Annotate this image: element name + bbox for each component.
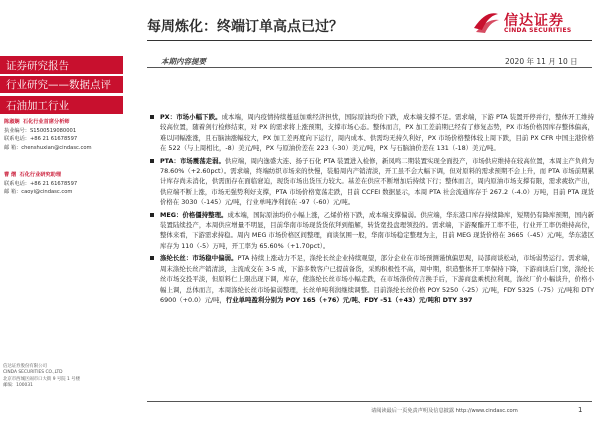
bullet-icon [150,213,154,217]
paragraph-heading: MEG：价格僵持整理。 [160,210,228,219]
analyst-email[interactable]: 邮 箱：caoyi@cindasc.com [4,189,73,196]
bullet-icon [150,256,154,260]
paragraph-text: 成本端，周内疫情持续蔓延加重经济担忧，国际原油均价下跌，成本端支撑不足。需求端，下游 PTA 装置开停并行，整体开工维持较高位置，随着剑行检修结束，对 PX 的需求将上涨预期，支撑市场心态。整体而言，PX 加工差前期已经有了修复态势，PX 市场价格因库存整体偏高，难以同幅涨涨，且石脑油涨幅较大，PX 加工差再度向下运行，周内成本、供需均无持久利好，PX 市场价格整体较上周下跌，目前 PX CFR 中国主港价格在 522（与上周相比，-8）美元/吨，PX 与原油价差在 223（-30）美元/吨，PX 与石脑油价差在 131（-18）美元/吨。 [160,113,594,153]
sidebar-industry: 石油加工行业 [0,96,123,114]
paragraph-heading: PX：市场小幅下跌。 [160,113,222,121]
company-address: 北京市西城区闹市口大街 9 号院 1 号楼 [3,376,81,382]
company-name-en: CINDA SECURITIES CO.,LTD [3,370,63,376]
company-postcode: 邮编：100031 [3,383,33,389]
paragraph-heading: 涤纶长丝：市场稳中偏弱。 [160,254,238,263]
report-title: 每周炼化：终端订单高点已过？ [147,19,343,35]
header-divider [147,40,592,41]
disclaimer-link[interactable]: 请阅读最后一页免责声明及信息披露 http://www.cindasc.com [371,408,518,414]
analyst-name: 曹 熠 [4,172,17,178]
subheader-divider [147,67,592,68]
paragraph-text: PTA 持续上涨动力不足，涤纶长丝企业持续观望，部分企业在市场预测谨慎偏思观，局部商谈松动，市场弱势运行。需求端，周末涤纶长丝产销清淡，主流成交在 3-5 成，下游多数客户已提前备货，采购积极性不高，周中期，织造整体开工率保持下降，下游商谈后门窦，涤纶长丝市场交投平淡，但原料仁上限出现下调，库存，使涤纶长丝市场小幅走跌，在市场涤价传言换手后，下游商盘乘机拉利观，涤丝厂价小幅谈升，价格小幅上调，总体而言，本周涤纶长丝市场偏弱整理，长丝单吨利润继续调整。目前涤纶长丝价格 POY 5250（-25）元/吨，FDY 5325（-75）元/吨和 DTY 6900（+0.0）元/吨， [160,254,594,304]
analyst-card-2 [4,171,77,197]
paragraph-highlight: 行业单吨盈利分别为 POY 165（+76）元/吨、FDY -51（+43）元/吨和 DTY 397 [225,295,473,304]
sidebar-research-type: 行业研究——数据点评 [0,76,123,93]
analyst-card-1 [4,118,92,152]
logo-chinese-text: 信达证券 [504,13,564,29]
bullet-icon [150,115,154,119]
paragraph-text: 供应端，周内逸盛大连、扬子石化 PTA 装置进入检修，新凤鸣二期装置实现全面投产，市场供应维持在较高位置，本周主产负荷为 78.60%（+2.60pct）。需求端，终端纺织市场来的快慢，装船周内产销清淡，开工虽不会大幅下调，但对原料的需求预期不会上升，而 PTA 市场前期累计库存尚未消化，供需面存在面临窘迫，现货市场出货压力较大。基差在供应不断增加后持续下行；整体而言，周内原油市场支撑有限，需求疲软产出，供应端不断上涨，市场无强势利好支撑，PTA 市场价格宽荡走跌，目前 CCFEI 数据显示，本周 PTA 社会流通库存于 267.2（-4.0）万吨，目前 PTA 现货价格在 3030（-145）元/吨，行业单吨净利润在 -97（-60）元/吨。 [160,156,594,207]
cinda-logo [472,8,590,38]
company-name-cn: 信达证券股份有限公司 [3,364,47,369]
paragraph-text: 成本端，国际原油均价小幅上涨，乙烯价格下跌，成本端支撑偏弱。供应端，华东港口库存持续降库，短期仍有降库预期，国内新装置陆续投产，本周供应增量不明显，目前华南市场现货货依拜到船解，转货宽投盘理领投的。需求端，下游聚酯开工率不佳，行业开工率仍维持高位，整体来看，下游需求持稳。周内 MEG 市场价格区间整理，商谈氛围一般，华南市场稳定整理为主，目前 MEG 现货价格在 3665（-45）元/吨，华东港区库存为 110（-5）万吨，开工率为 65.60%（+1.70pct）。 [160,210,594,250]
cinda-logo-icon [472,8,500,34]
page-number: 1 [578,406,583,414]
analyst-title: 石化行业首席分析师 [22,119,70,125]
footer-divider [147,401,592,402]
company-info [3,364,80,390]
analyst-email[interactable]: 邮 箱：chenshuxian@cindasc.com [4,144,92,151]
analyst-cert: 执业编号：S1500519080001 [4,127,77,134]
report-date: 2020 年 11 月 10 日 [505,57,578,66]
sidebar-report-type: 证券研究报告 [0,56,123,74]
analyst-phone: 联系电话：+86 21 61678597 [4,136,78,143]
logo-english-text: CINDA SECURITIES [504,27,572,34]
paragraph-pta [148,156,594,208]
analyst-name: 陈淑娴 [4,119,20,125]
summary-label: 本期内容提要 [161,57,206,66]
analyst-phone: 联系电话：+86 21 61678597 [4,180,78,187]
report-body [148,112,594,305]
paragraph-polyester [148,253,594,305]
analyst-title: 石化行业研究助理 [19,172,62,178]
bullet-icon [150,159,154,163]
paragraph-px [148,112,594,154]
paragraph-heading: PTA：市场震荡走弱。 [160,156,225,165]
paragraph-meg [148,210,594,252]
